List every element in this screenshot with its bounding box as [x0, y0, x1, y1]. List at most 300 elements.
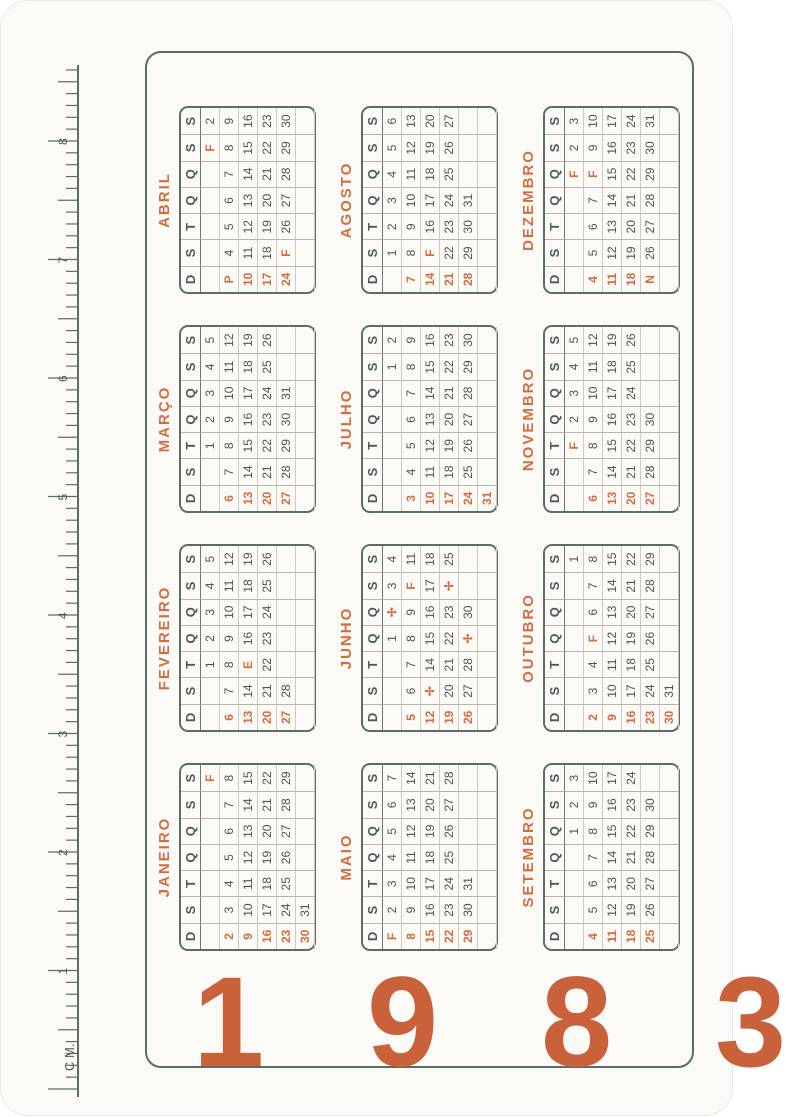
weekday-header: T: [181, 432, 201, 458]
holiday-marker: F: [383, 923, 402, 949]
year-digit-8: 8: [541, 951, 613, 1094]
weekday-header: S: [181, 327, 201, 353]
empty-cell: [565, 187, 584, 213]
day-cell: 29: [459, 923, 478, 949]
empty-cell: [201, 704, 220, 730]
day-cell: 17: [603, 765, 622, 791]
holiday-marker: ✢: [440, 572, 459, 598]
holiday-marker: ✢: [459, 625, 478, 651]
day-cell: 14: [603, 572, 622, 598]
day-cell: 31: [277, 380, 296, 406]
weekday-header: Q: [545, 161, 565, 187]
empty-cell: [383, 380, 402, 406]
day-cell: 20: [622, 599, 641, 625]
day-cell: 16: [239, 406, 258, 432]
day-cell: 12: [603, 239, 622, 265]
day-cell: 21: [258, 791, 277, 817]
day-cell: 22: [622, 161, 641, 187]
empty-cell: [478, 353, 497, 379]
empty-cell: [660, 572, 679, 598]
day-cell: 19: [258, 844, 277, 870]
empty-cell: [478, 791, 497, 817]
day-cell: 16: [603, 791, 622, 817]
empty-cell: [660, 134, 679, 160]
month-title: SETEMBRO: [520, 806, 537, 908]
weekday-header: S: [545, 546, 565, 572]
weekday-header: S: [181, 765, 201, 791]
day-cell: 6: [220, 187, 239, 213]
empty-cell: [660, 896, 679, 922]
day-cell: 15: [421, 353, 440, 379]
month-setembro: [517, 763, 680, 951]
month-title: JUNHO: [338, 606, 355, 670]
day-cell: 4: [565, 353, 584, 379]
holiday-marker: F: [584, 161, 603, 187]
day-cell: 13: [402, 791, 421, 817]
weekday-header: D: [363, 704, 383, 730]
empty-cell: [478, 677, 497, 703]
day-cell: 29: [277, 134, 296, 160]
day-cell: 25: [277, 870, 296, 896]
day-cell: 23: [277, 923, 296, 949]
month-março: [153, 325, 316, 513]
weekday-header: Q: [363, 625, 383, 651]
weekday-header: Q: [545, 406, 565, 432]
empty-cell: [459, 844, 478, 870]
year-digit-3: 3: [715, 951, 786, 1094]
day-cell: 6: [383, 791, 402, 817]
day-cell: 1: [565, 818, 584, 844]
holiday-marker: E: [239, 651, 258, 677]
day-cell: 2: [383, 213, 402, 239]
day-cell: 14: [603, 458, 622, 484]
day-cell: 12: [421, 704, 440, 730]
day-cell: 19: [440, 704, 459, 730]
day-cell: 31: [459, 187, 478, 213]
day-cell: 20: [622, 485, 641, 511]
day-cell: 20: [440, 677, 459, 703]
day-cell: 17: [421, 187, 440, 213]
day-cell: 27: [641, 485, 660, 511]
weekday-header: S: [363, 458, 383, 484]
empty-cell: [296, 187, 315, 213]
day-cell: 10: [584, 380, 603, 406]
empty-cell: [660, 546, 679, 572]
weekday-header: Q: [363, 406, 383, 432]
day-cell: 6: [402, 406, 421, 432]
day-cell: 26: [258, 327, 277, 353]
holiday-marker: P: [220, 266, 239, 292]
day-cell: 11: [402, 161, 421, 187]
day-cell: 28: [440, 765, 459, 791]
day-cell: 6: [584, 870, 603, 896]
day-cell: 27: [277, 704, 296, 730]
day-cell: 4: [201, 353, 220, 379]
day-cell: 21: [622, 572, 641, 598]
day-cell: 5: [584, 239, 603, 265]
empty-cell: [660, 380, 679, 406]
day-cell: 27: [440, 108, 459, 134]
day-cell: 29: [641, 546, 660, 572]
day-cell: 29: [459, 353, 478, 379]
empty-cell: [383, 651, 402, 677]
weekday-header: S: [363, 108, 383, 134]
day-cell: 25: [440, 844, 459, 870]
day-cell: 26: [440, 134, 459, 160]
empty-cell: [277, 353, 296, 379]
empty-cell: [383, 432, 402, 458]
month-title: NOVEMBRO: [520, 366, 537, 472]
day-cell: 6: [584, 213, 603, 239]
day-cell: 5: [402, 704, 421, 730]
day-cell: 2: [383, 896, 402, 922]
empty-cell: [660, 485, 679, 511]
empty-cell: [459, 791, 478, 817]
weekday-header: S: [181, 458, 201, 484]
day-cell: 27: [459, 406, 478, 432]
empty-cell: [296, 677, 315, 703]
day-cell: 20: [440, 406, 459, 432]
empty-cell: [478, 380, 497, 406]
month-table: [543, 763, 680, 951]
day-cell: 7: [402, 266, 421, 292]
day-cell: 19: [421, 818, 440, 844]
empty-cell: [201, 485, 220, 511]
day-cell: 5: [584, 896, 603, 922]
weekday-header: Q: [363, 844, 383, 870]
empty-cell: [478, 572, 497, 598]
empty-cell: [296, 651, 315, 677]
day-cell: 5: [220, 844, 239, 870]
empty-cell: [296, 599, 315, 625]
weekday-header: D: [181, 266, 201, 292]
empty-cell: [201, 213, 220, 239]
ruler-number: 1: [56, 967, 70, 975]
empty-cell: [277, 327, 296, 353]
day-cell: 20: [622, 870, 641, 896]
day-cell: 21: [440, 651, 459, 677]
weekday-header: T: [363, 870, 383, 896]
day-cell: 19: [603, 327, 622, 353]
ruler-number: 8: [56, 138, 70, 145]
day-cell: 30: [660, 704, 679, 730]
empty-cell: [565, 458, 584, 484]
day-cell: 24: [622, 108, 641, 134]
day-cell: 6: [383, 108, 402, 134]
day-cell: 31: [660, 677, 679, 703]
day-cell: 11: [239, 870, 258, 896]
day-cell: 27: [277, 187, 296, 213]
day-cell: 11: [603, 266, 622, 292]
day-cell: 27: [277, 818, 296, 844]
day-cell: 12: [239, 213, 258, 239]
empty-cell: [201, 266, 220, 292]
day-cell: 16: [239, 625, 258, 651]
empty-cell: [296, 213, 315, 239]
day-cell: 28: [277, 161, 296, 187]
day-cell: 2: [201, 406, 220, 432]
day-cell: 25: [258, 353, 277, 379]
day-cell: 16: [421, 327, 440, 353]
weekday-header: S: [545, 791, 565, 817]
day-cell: 8: [584, 818, 603, 844]
weekday-header: T: [181, 651, 201, 677]
year-digit-1: 1: [193, 951, 265, 1094]
month-table: [361, 763, 498, 951]
weekday-header: Q: [181, 844, 201, 870]
day-cell: 15: [603, 818, 622, 844]
day-cell: 24: [277, 266, 296, 292]
day-cell: 8: [220, 651, 239, 677]
weekday-header: Q: [181, 380, 201, 406]
weekday-header: S: [363, 572, 383, 598]
weekday-header: S: [363, 677, 383, 703]
day-cell: 16: [258, 923, 277, 949]
day-cell: 3: [584, 677, 603, 703]
day-cell: 18: [440, 458, 459, 484]
day-cell: 29: [641, 161, 660, 187]
day-cell: 9: [584, 791, 603, 817]
weekday-header: T: [545, 213, 565, 239]
empty-cell: [201, 791, 220, 817]
empty-cell: [383, 704, 402, 730]
weekday-header: S: [363, 134, 383, 160]
day-cell: 23: [622, 406, 641, 432]
day-cell: 2: [584, 704, 603, 730]
day-cell: 17: [258, 896, 277, 922]
day-cell: 18: [421, 844, 440, 870]
day-cell: 10: [402, 187, 421, 213]
day-cell: 24: [440, 187, 459, 213]
day-cell: 8: [584, 432, 603, 458]
empty-cell: [565, 651, 584, 677]
day-cell: 23: [440, 599, 459, 625]
day-cell: 4: [383, 161, 402, 187]
weekday-header: D: [363, 923, 383, 949]
weekday-header: T: [545, 651, 565, 677]
day-cell: 18: [622, 266, 641, 292]
empty-cell: [277, 625, 296, 651]
day-cell: 5: [565, 327, 584, 353]
empty-cell: [660, 432, 679, 458]
day-cell: 3: [565, 765, 584, 791]
day-cell: 18: [622, 923, 641, 949]
day-cell: 2: [565, 406, 584, 432]
day-cell: 21: [258, 161, 277, 187]
month-table: [543, 544, 680, 732]
day-cell: 28: [277, 458, 296, 484]
day-cell: 14: [402, 765, 421, 791]
day-cell: 31: [296, 896, 315, 922]
empty-cell: [296, 546, 315, 572]
empty-cell: [565, 485, 584, 511]
holiday-marker: F: [565, 432, 584, 458]
empty-cell: [478, 870, 497, 896]
weekday-header: S: [181, 546, 201, 572]
day-cell: 19: [622, 625, 641, 651]
weekday-header: S: [181, 572, 201, 598]
empty-cell: [478, 161, 497, 187]
weekday-header: S: [545, 896, 565, 922]
empty-cell: [277, 599, 296, 625]
empty-cell: [201, 896, 220, 922]
day-cell: 30: [459, 213, 478, 239]
day-cell: 27: [459, 677, 478, 703]
day-cell: 28: [641, 844, 660, 870]
empty-cell: [478, 765, 497, 791]
day-cell: 23: [258, 406, 277, 432]
empty-cell: [660, 353, 679, 379]
ruler-number: 5: [56, 493, 70, 501]
empty-cell: [565, 844, 584, 870]
weekday-header: S: [363, 546, 383, 572]
day-cell: 27: [440, 791, 459, 817]
empty-cell: [383, 266, 402, 292]
empty-cell: [383, 677, 402, 703]
empty-cell: [478, 923, 497, 949]
weekday-header: S: [363, 791, 383, 817]
weekday-header: Q: [545, 380, 565, 406]
weekday-header: D: [545, 923, 565, 949]
empty-cell: [296, 432, 315, 458]
day-cell: 30: [277, 108, 296, 134]
day-cell: 14: [239, 677, 258, 703]
day-cell: 24: [258, 380, 277, 406]
day-cell: 19: [440, 432, 459, 458]
ruler-number: 7: [56, 256, 70, 264]
day-cell: 26: [258, 546, 277, 572]
day-cell: 20: [258, 187, 277, 213]
empty-cell: [478, 187, 497, 213]
month-table: [543, 325, 680, 513]
weekday-header: Q: [545, 844, 565, 870]
day-cell: 16: [622, 704, 641, 730]
day-cell: 24: [440, 870, 459, 896]
day-cell: 17: [421, 870, 440, 896]
month-table: [543, 106, 680, 294]
day-cell: 17: [239, 380, 258, 406]
weekday-header: Q: [181, 599, 201, 625]
holiday-marker: ✢: [421, 677, 440, 703]
empty-cell: [383, 406, 402, 432]
year-digit-9: 9: [367, 951, 439, 1094]
day-cell: 25: [641, 923, 660, 949]
empty-cell: [296, 844, 315, 870]
day-cell: 23: [440, 896, 459, 922]
empty-cell: [478, 896, 497, 922]
day-cell: 12: [402, 818, 421, 844]
weekday-header: S: [545, 458, 565, 484]
day-cell: 7: [402, 651, 421, 677]
ruler-number: 6: [56, 375, 70, 382]
day-cell: 9: [603, 704, 622, 730]
day-cell: 5: [220, 213, 239, 239]
weekday-header: D: [545, 485, 565, 511]
empty-cell: [459, 818, 478, 844]
day-cell: 2: [565, 134, 584, 160]
empty-cell: [565, 625, 584, 651]
day-cell: 12: [603, 625, 622, 651]
month-janeiro: [153, 763, 316, 951]
weekday-header: S: [363, 765, 383, 791]
ruler-number: 2: [56, 849, 70, 856]
month-title: OUTUBRO: [520, 593, 537, 683]
empty-cell: [660, 458, 679, 484]
day-cell: 2: [201, 108, 220, 134]
month-table: [361, 544, 498, 732]
day-cell: 16: [603, 134, 622, 160]
empty-cell: [641, 353, 660, 379]
day-cell: 19: [622, 239, 641, 265]
day-cell: 2: [565, 791, 584, 817]
holiday-marker: F: [201, 134, 220, 160]
holiday-marker: F: [421, 239, 440, 265]
empty-cell: [478, 239, 497, 265]
day-cell: 8: [220, 432, 239, 458]
day-cell: 14: [239, 458, 258, 484]
day-cell: 7: [220, 161, 239, 187]
day-cell: 16: [421, 599, 440, 625]
day-cell: 7: [220, 458, 239, 484]
day-cell: 15: [603, 161, 622, 187]
empty-cell: [478, 432, 497, 458]
day-cell: 9: [584, 406, 603, 432]
day-cell: 18: [421, 546, 440, 572]
day-cell: 11: [220, 572, 239, 598]
day-cell: 24: [277, 896, 296, 922]
day-cell: 12: [421, 432, 440, 458]
day-cell: 9: [402, 213, 421, 239]
empty-cell: [383, 458, 402, 484]
weekday-header: T: [181, 213, 201, 239]
day-cell: 3: [383, 870, 402, 896]
day-cell: 17: [622, 677, 641, 703]
day-cell: 25: [641, 651, 660, 677]
weekday-header: S: [181, 791, 201, 817]
day-cell: 15: [603, 432, 622, 458]
weekday-header: S: [181, 239, 201, 265]
day-cell: 9: [402, 599, 421, 625]
day-cell: 6: [220, 818, 239, 844]
day-cell: 12: [584, 327, 603, 353]
empty-cell: [296, 161, 315, 187]
day-cell: 7: [584, 187, 603, 213]
weekday-header: T: [545, 432, 565, 458]
day-cell: 15: [239, 134, 258, 160]
day-cell: 27: [277, 485, 296, 511]
month-title: DEZEMBRO: [520, 149, 537, 251]
day-cell: 30: [296, 923, 315, 949]
day-cell: 8: [220, 134, 239, 160]
day-cell: 21: [622, 844, 641, 870]
empty-cell: [201, 844, 220, 870]
weekday-header: Q: [363, 380, 383, 406]
empty-cell: [478, 625, 497, 651]
day-cell: 1: [383, 239, 402, 265]
day-cell: 4: [584, 266, 603, 292]
weekday-header: S: [363, 353, 383, 379]
day-cell: 13: [239, 704, 258, 730]
empty-cell: [660, 844, 679, 870]
day-cell: 29: [641, 432, 660, 458]
day-cell: 17: [239, 599, 258, 625]
empty-cell: [660, 818, 679, 844]
day-cell: 23: [258, 108, 277, 134]
day-cell: 11: [239, 239, 258, 265]
day-cell: 26: [277, 213, 296, 239]
weekday-header: Q: [545, 625, 565, 651]
weekday-header: S: [181, 677, 201, 703]
